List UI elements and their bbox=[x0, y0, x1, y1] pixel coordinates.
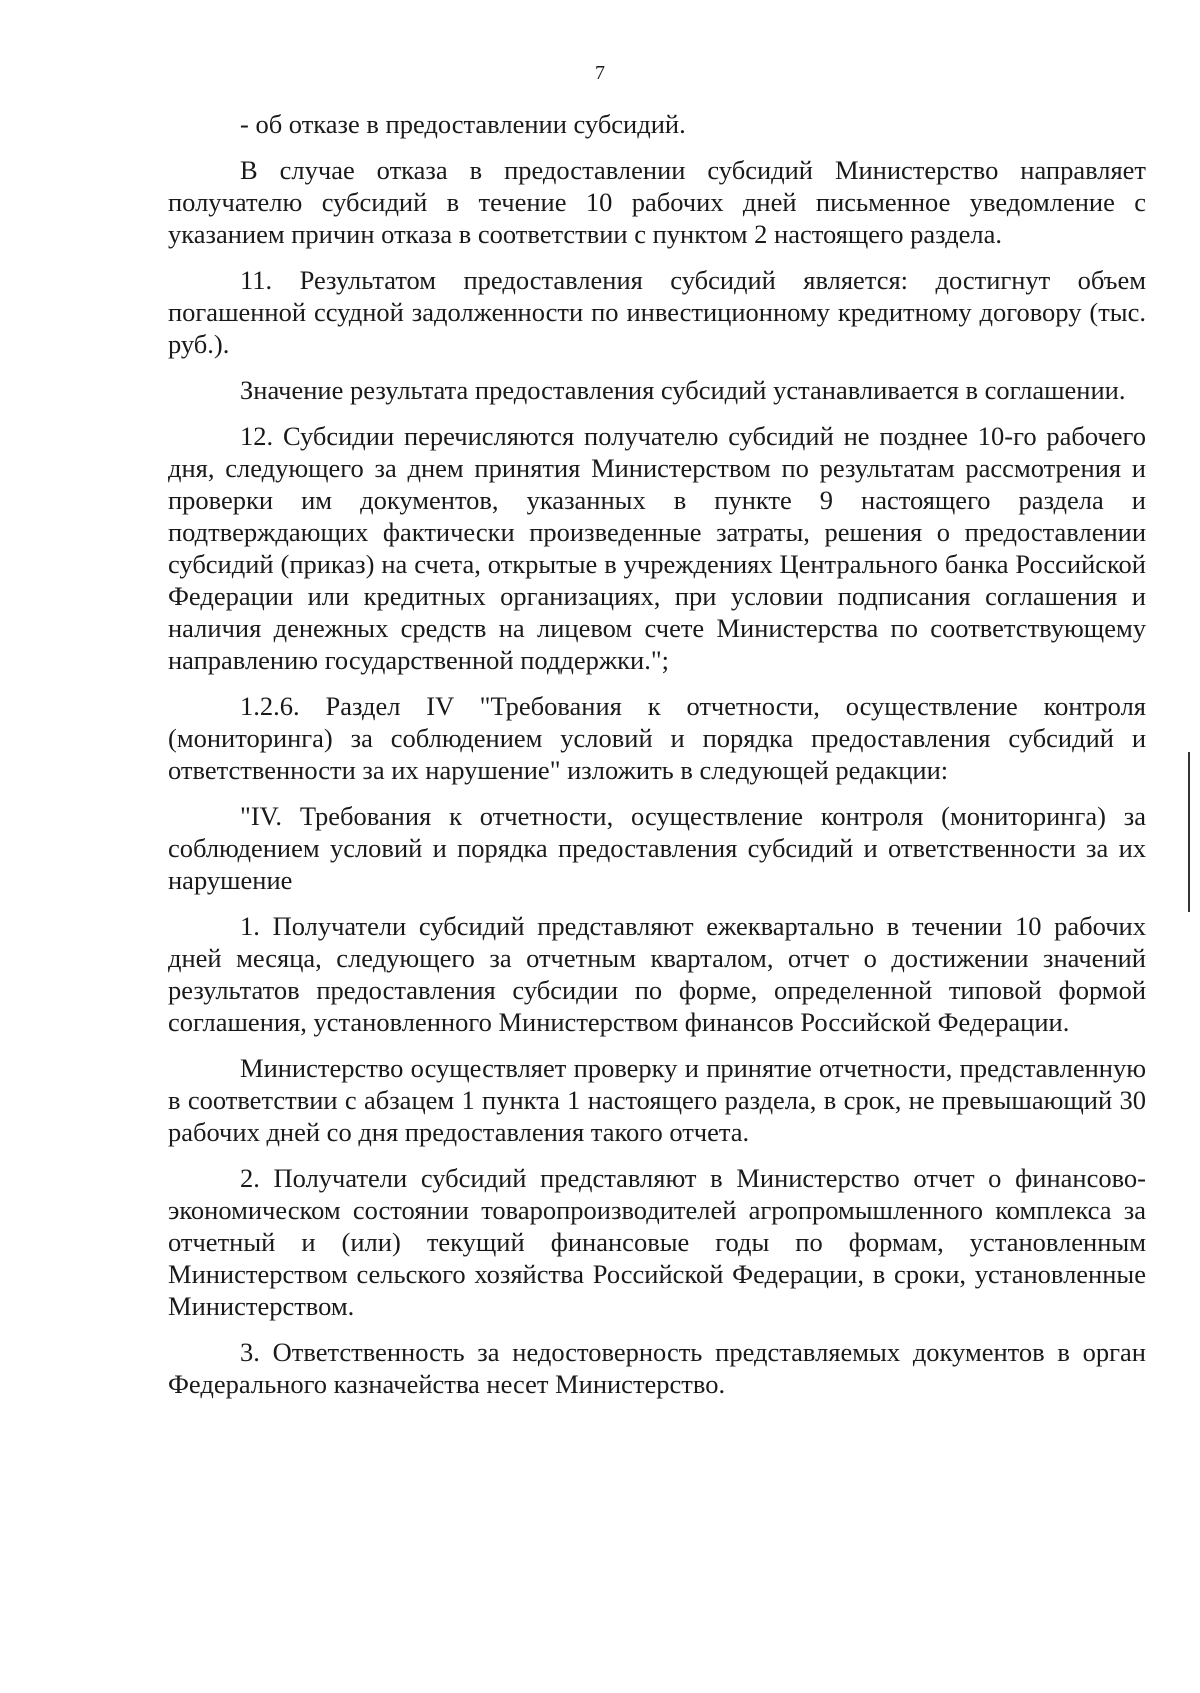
paragraph-ministry-check: Министерство осуществляет проверку и принятие отчетности, представленную в соответствии с абзацем 1 пункта 1 настоящего раздела, в срок, не превышающий 30 рабочих дней со дня предоставления такого отчета. bbox=[168, 1053, 1146, 1147]
paragraph-item-11: 11. Результатом предоставления субсидий является: достигнут объем погашенной ссудной задолженности по инвестиционному кредитному договору (тыс. руб.). bbox=[168, 265, 1146, 359]
paragraph-refusal-item: - об отказе в предоставлении субсидий. bbox=[240, 109, 686, 139]
paragraph-result-value: Значение результата предоставления субсидий устанавливается в соглашении. bbox=[240, 375, 1126, 405]
paragraph-refusal-notice: В случае отказа в предоставлении субсидий Министерство направляет получателю субсидий в течение 10 рабочих дней письменное уведомление с указанием причин отказа в соответствии с пунктом 2 настоящего раздела. bbox=[168, 155, 1146, 249]
page-number: 7 bbox=[595, 62, 605, 84]
paragraph-item-1-2-6: 1.2.6. Раздел IV "Требования к отчетности, осуществление контроля (мониторинга) за соблюдением условий и порядка предоставления субсидий и ответственности за их нарушение" изложить в следующей редакции: bbox=[168, 691, 1146, 785]
document-body bbox=[168, 108, 1146, 1414]
scan-margin-mark bbox=[1188, 752, 1190, 912]
paragraph-section-iv-item-3: 3. Ответственность за недостоверность представляемых документов в орган Федерального казначейства несет Министерство. bbox=[168, 1337, 1146, 1399]
paragraph-item-12: 12. Субсидии перечисляются получателю субсидий не позднее 10-го рабочего дня, следующего за днем принятия Министерством по результатам рассмотрения и проверки им документов, указанных в пункте 9 настоящего раздела и подтверждающих фактически произведенные затраты, решения о предоставлении субсидий (приказ) на счета, открытые в учреждениях Центрального банка Российской Федерации или кредитных организациях, при условии подписания соглашения и наличия денежных средств на лицевом счете Министерства по соответствующему направлению государственной поддержки."; bbox=[168, 421, 1146, 675]
paragraph-section-iv-title: "IV. Требования к отчетности, осуществление контроля (мониторинга) за соблюдением условий и порядка предоставления субсидий и ответственности за их нарушение bbox=[168, 801, 1146, 895]
paragraph-section-iv-item-1: 1. Получатели субсидий представляют ежеквартально в течении 10 рабочих дней месяца, следующего за отчетным кварталом, отчет о достижении значений результатов предоставления субсидии по форме, определенной типовой формой соглашения, установленного Министерством финансов Российской Федерации. bbox=[168, 911, 1146, 1037]
paragraph-section-iv-item-2: 2. Получатели субсидий представляют в Министерство отчет о финансово-экономическом состоянии товаропроизводителей агропромышленного комплекса за отчетный и (или) текущий финансовые годы по формам, установленным Министерством сельского хозяйства Российской Федерации, в сроки, установленные Министерством. bbox=[168, 1163, 1146, 1321]
